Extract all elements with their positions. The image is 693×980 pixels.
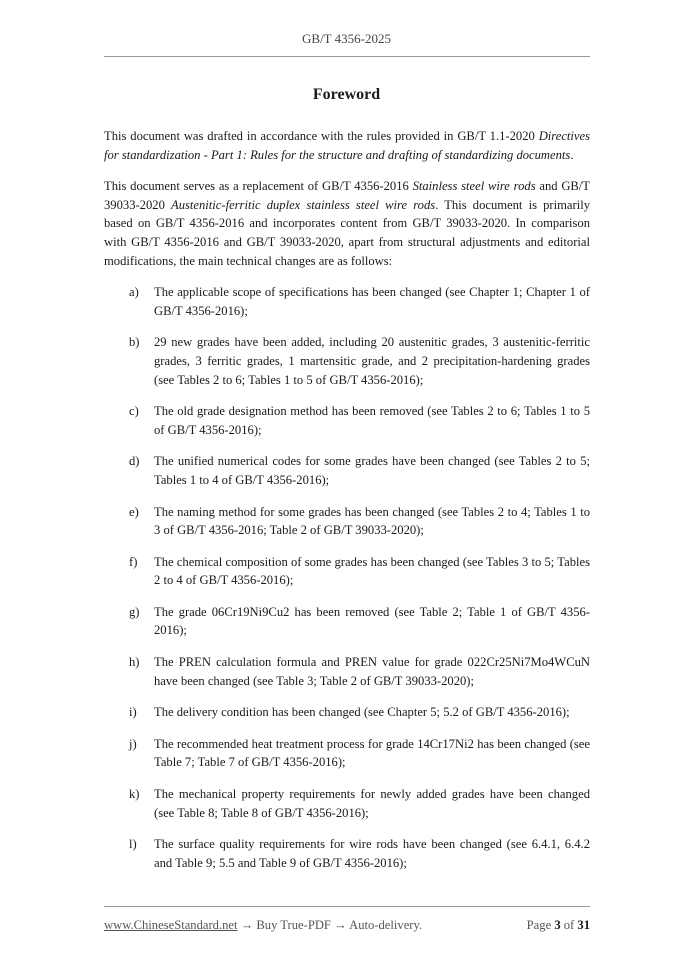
list-marker: c): [129, 404, 139, 419]
paragraph-text: . This document is primarily based on GB/T 4356-2016 and incorporates content from GB/T 39033-2020. In comparison with GB/T 4356-2016 and GB/T 39033-2020, apart from structural adjustments and editorial modifications, the main technical changes are as follows:: [104, 197, 590, 268]
list-item-text: The naming method for some grades has been changed (see Tables 2 to 4; Tables 1 to 3 of GB/T 4356-2016; Table 2 of GB/T 39033-2020);: [154, 504, 590, 538]
page-total: 31: [577, 918, 590, 932]
list-item-text: The delivery condition has been changed (see Chapter 5; 5.2 of GB/T 4356-2016);: [154, 705, 570, 720]
list-item: [104, 503, 590, 540]
list-item: [104, 603, 590, 640]
list-item-text: The chemical composition of some grades has been changed (see Tables 3 to 5; Tables 2 to 4 of GB/T 4356-2016);: [154, 554, 590, 588]
list-item: [104, 452, 590, 489]
list-marker: a): [129, 285, 139, 300]
page-footer: [104, 918, 590, 933]
referenced-title: Stainless steel wire rods: [412, 179, 536, 194]
list-item: [104, 835, 590, 872]
website-link[interactable]: www.ChineseStandard.net: [104, 918, 238, 932]
paragraph-text: This document was drafted in accordance with the rules provided in GB/T 1.1-2020: [104, 129, 539, 143]
list-marker: e): [129, 504, 139, 519]
list-item: [104, 735, 590, 772]
footer-promo: [104, 918, 422, 933]
list-item-text: The PREN calculation formula and PREN value for grade 022Cr25Ni7Mo4WCuN have been changed (see Table 3; Table 2 of GB/T 39033-2020);: [154, 655, 590, 688]
list-item-text: The recommended heat treatment process for grade 14Cr17Ni2 has been changed (see Table 7; Table 7 of GB/T 4356-2016);: [154, 736, 590, 770]
list-item-text: The grade 06Cr19Ni9Cu2 has been removed (see Table 2; Table 1 of GB/T 4356-2016);: [154, 604, 590, 638]
list-item: [104, 703, 590, 722]
paragraph-drafting-rules: [104, 127, 590, 164]
list-item: [104, 333, 590, 389]
list-marker: j): [129, 736, 137, 751]
footer-divider: [104, 906, 590, 907]
paragraph-text: .: [570, 147, 574, 162]
list-item: [104, 553, 590, 590]
list-item-text: The surface quality requirements for wire rods have been changed (see 6.4.1, 6.4.2 and Table 9; 5.5 and Table 9 of GB/T 4356-2016);: [154, 837, 590, 870]
referenced-title: Directives for standardization - Part 1: Rules for the structure and drafting of standardizing documents: [104, 129, 590, 162]
paragraph-text: This document serves as a replacement of GB/T 4356-2016: [104, 179, 413, 194]
page-label: Page: [526, 918, 555, 932]
list-item-text: The old grade designation method has been removed (see Tables 2 to 6; Tables 1 to 5 of GB/T 4356-2016);: [154, 404, 590, 437]
list-marker: b): [129, 335, 140, 350]
running-header: GB/T 4356-2025: [302, 31, 391, 46]
list-item-text: 29 new grades have been added, including 20 austenitic grades, 3 austenitic-ferritic grades, 3 ferritic grades, 1 martensitic grade, and 2 precipitation-hardening grades (see Tables 2 to 6; Tables 1 to 5 of GB/T 4356-2016);: [154, 335, 590, 387]
list-item-text: The mechanical property requirements for newly added grades have been changed (see Table 8; Table 8 of GB/T 4356-2016);: [154, 787, 590, 820]
list-item: [104, 402, 590, 439]
document-body: [104, 127, 590, 885]
list-marker: d): [129, 454, 140, 469]
page-indicator: [527, 918, 590, 933]
referenced-title: Austenitic-ferritic duplex stainless steel wire rods: [171, 197, 436, 212]
list-item: [104, 653, 590, 690]
list-marker: l): [129, 837, 137, 852]
list-marker: k): [129, 787, 140, 802]
list-marker: h): [129, 655, 140, 670]
list-item-text: The unified numerical codes for some grades have been changed (see Tables 2 to 5; Tables 1 to 4 of GB/T 4356-2016);: [154, 454, 590, 487]
list-marker: f): [129, 554, 138, 569]
page-title: Foreword: [312, 86, 381, 103]
list-marker: i): [129, 705, 137, 720]
paragraph-replacement: [104, 177, 590, 270]
list-marker: g): [129, 604, 140, 619]
page-current: 3: [554, 918, 561, 932]
page-of-label: of: [560, 918, 578, 932]
list-item: [104, 785, 590, 822]
header-divider: [104, 56, 590, 57]
changes-list: [104, 283, 590, 872]
paragraph-text: and GB/T 39033-2020: [104, 179, 590, 212]
list-item: [104, 283, 590, 320]
promo-text: → Buy True-PDF → Auto-delivery.: [237, 918, 423, 932]
list-item-text: The applicable scope of specifications has been changed (see Chapter 1; Chapter 1 of GB/T 4356-2016);: [154, 285, 590, 318]
